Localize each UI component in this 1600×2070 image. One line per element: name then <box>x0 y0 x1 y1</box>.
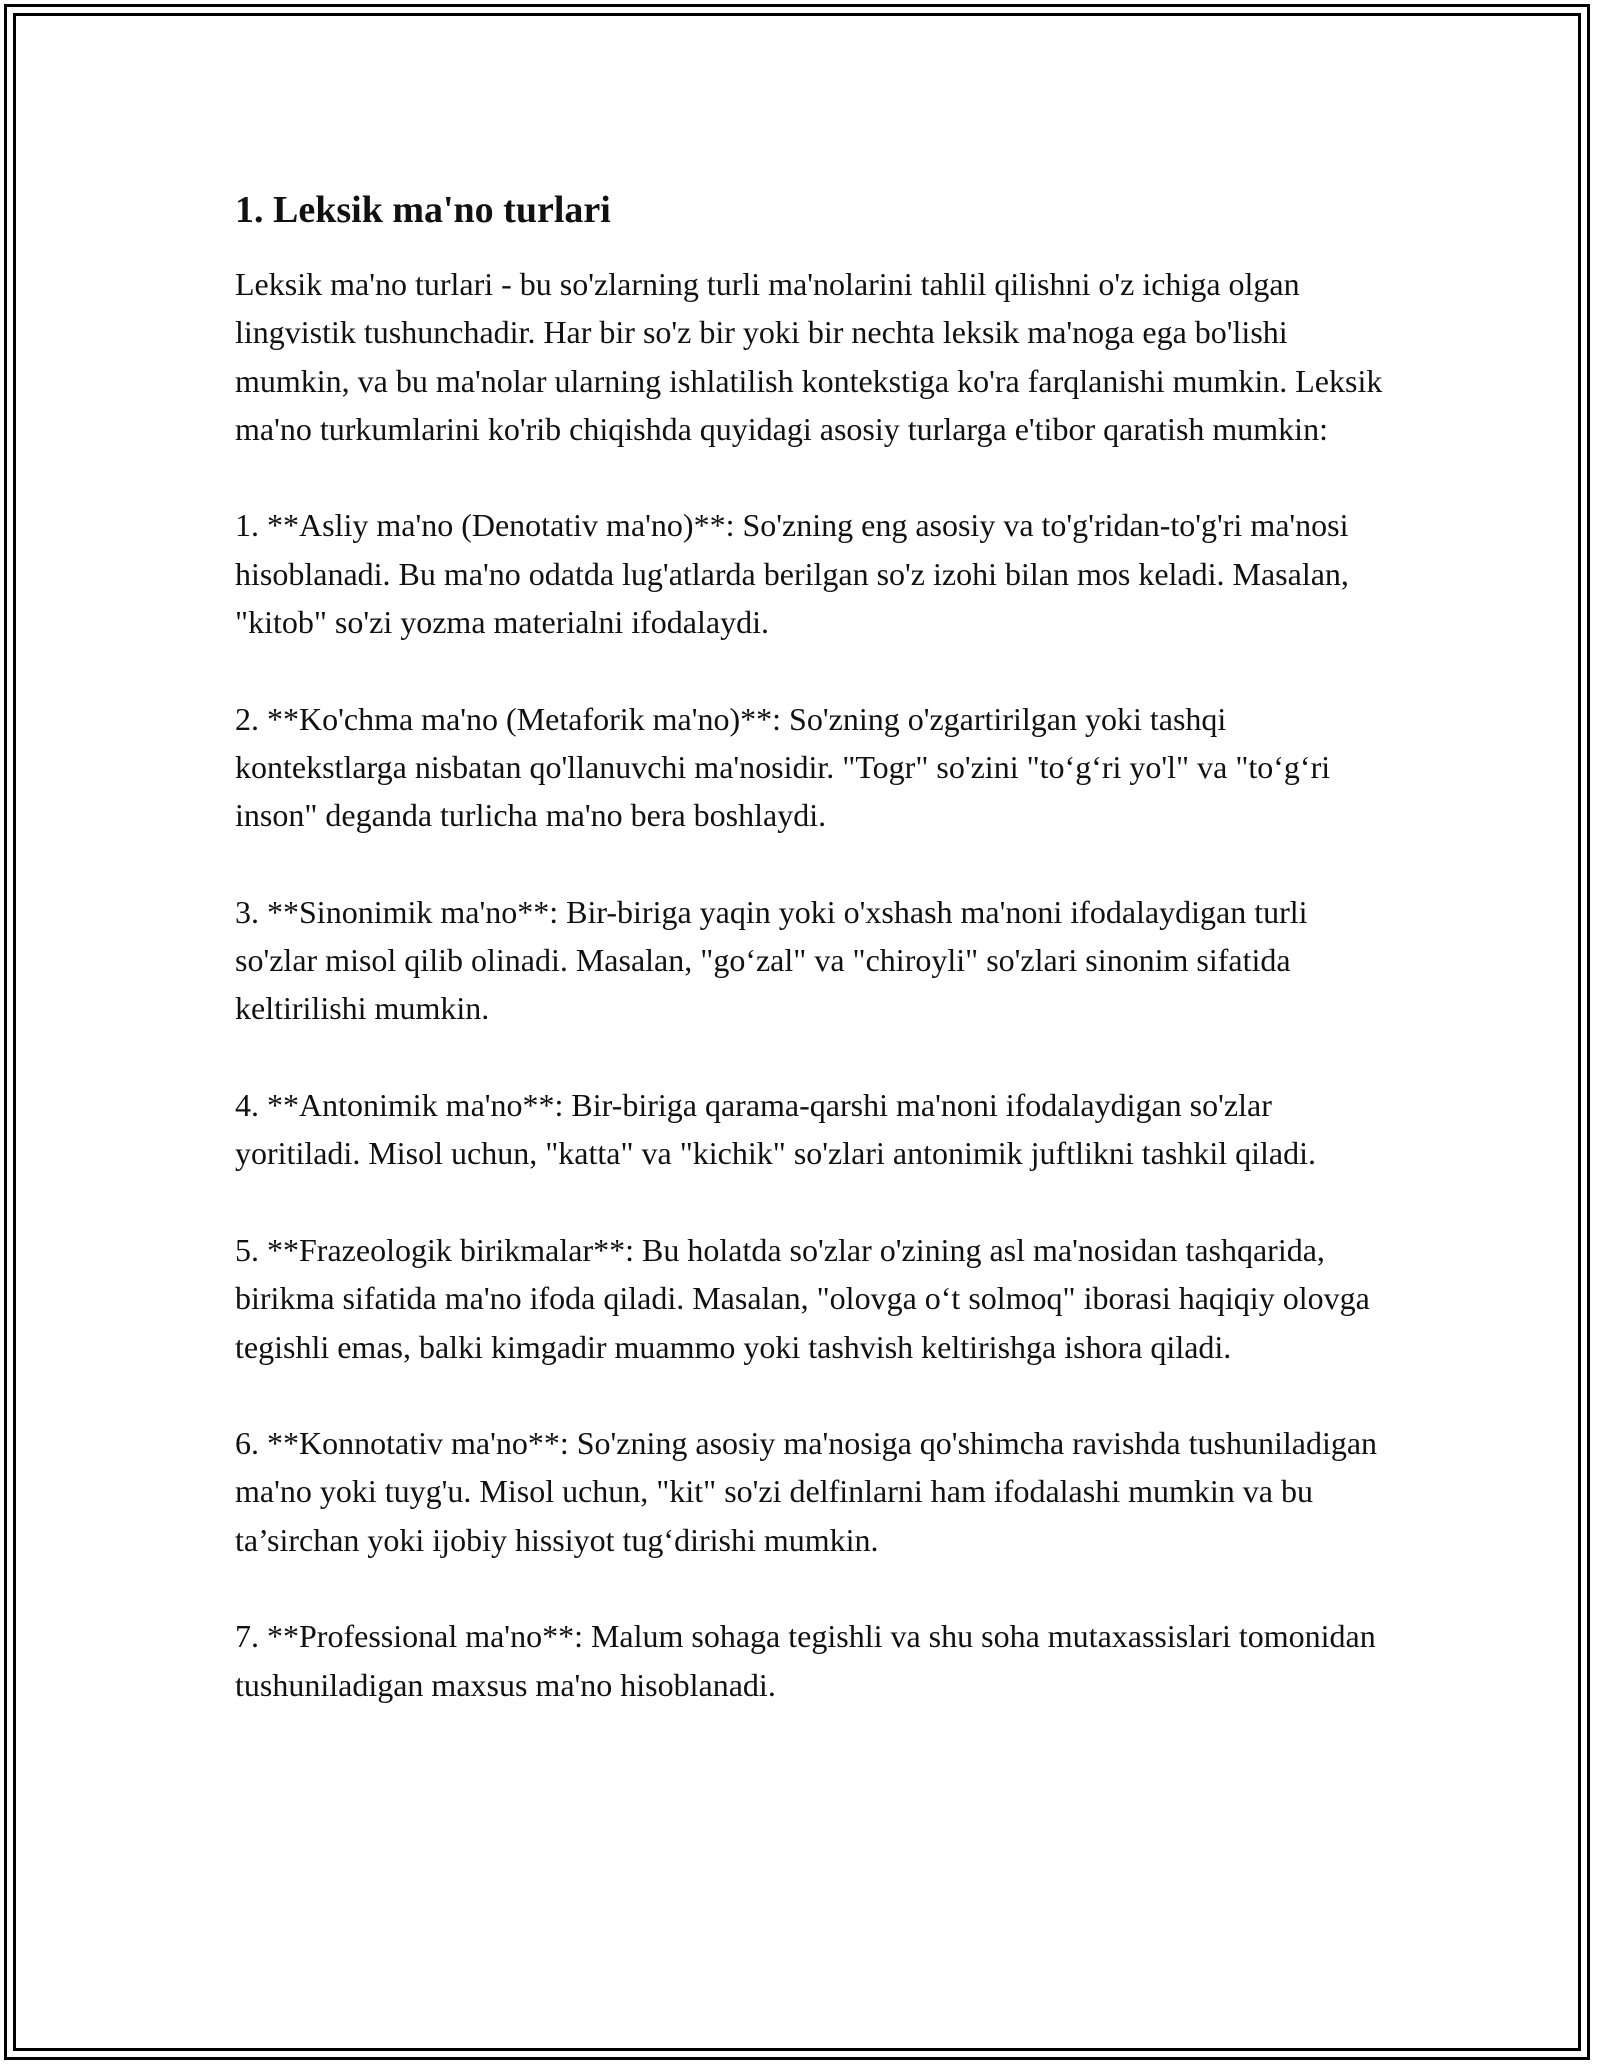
list-item-synonymic: 3. **Sinonimik ma'no**: Bir-biriga yaqin yoki o'xshash ma'noni ifodalaydigan turli so'zlar misol qilib olinadi. Masalan, "go‘zal" va "chiroyli" so'zlari sinonim sifatida keltirilishi mumkin. <box>235 893 1308 1027</box>
list-item-antonymic: 4. **Antonimik ma'no**: Bir-biriga qarama-qarshi ma'noni ifodalaydigan so'zlar yoritiladi. Misol uchun, "katta" va "kichik" so'zlari antonimik juftlikni tashkil qiladi. <box>235 1087 1316 1172</box>
list-item-professional: 7. **Professional ma'no**: Malum sohaga tegishli va shu soha mutaxassislari tomonidan tushuniladigan maxsus ma'no hisoblanadi. <box>235 1618 1376 1703</box>
list-item-metaphoric: 2. **Ko'chma ma'no (Metaforik ma'no)**: So'zning o'zgartirilgan yoki tashqi kontekstlarga nisbatan qo'llanuvchi ma'nosidir. "Togr" so'zini "to‘g‘ri yo'l" va "to‘g‘ri inson" deganda turlicha ma'no bera boshlaydi. <box>235 700 1331 834</box>
list-item-connotative: 6. **Konnotativ ma'no**: So'zning asosiy ma'nosiga qo'shimcha ravishda tushuniladigan ma'no yoki tuyg'u. Misol uchun, "kit" so'zi delfinlarni ham ifodalashi mumkin va bu ta’sirchan yoki ijobiy hissiyot tug‘dirishi mumkin. <box>235 1425 1378 1558</box>
intro-paragraph: Leksik ma'no turlari - bu so'zlarning turli ma'nolarini tahlil qilishni o'z ichiga olgan lingvistik tushunchadir. Har bir so'z bir yoki bir nechta leksik ma'noga ega bo'lishi mumkin, va bu ma'nolar ularning ishlatilish kontekstiga ko'ra farqlanishi mumkin. Leksik ma'no turkumlarini ko'rib chiqishda quyidagi asosiy turlarga e'tibor qaratish mumkin: <box>235 266 1383 447</box>
section-heading: 1. Leksik ma'no turlari <box>235 189 611 231</box>
list-item-phraseological: 5. **Frazeologik birikmalar**: Bu holatda so'zlar o'zining asl ma'nosidan tashqarida, birikma sifatida ma'no ifoda qiladi. Masalan, "olovga o‘t solmoq" iborasi haqiqiy olovga tegishli emas, balki kimgadir muammo yoki tashvish keltirishga ishora qiladi. <box>235 1231 1370 1365</box>
document-body <box>235 184 1385 1757</box>
list-item-denotative: 1. **Asliy ma'no (Denotativ ma'no)**: So'zning eng asosiy va to'g'ridan-to'g'ri ma'nosi hisoblanadi. Bu ma'no odatda lug'atlarda berilgan so'z izohi bilan mos keladi. Masalan, "kitob" so'zi yozma materialni ifodalaydi. <box>235 507 1349 641</box>
